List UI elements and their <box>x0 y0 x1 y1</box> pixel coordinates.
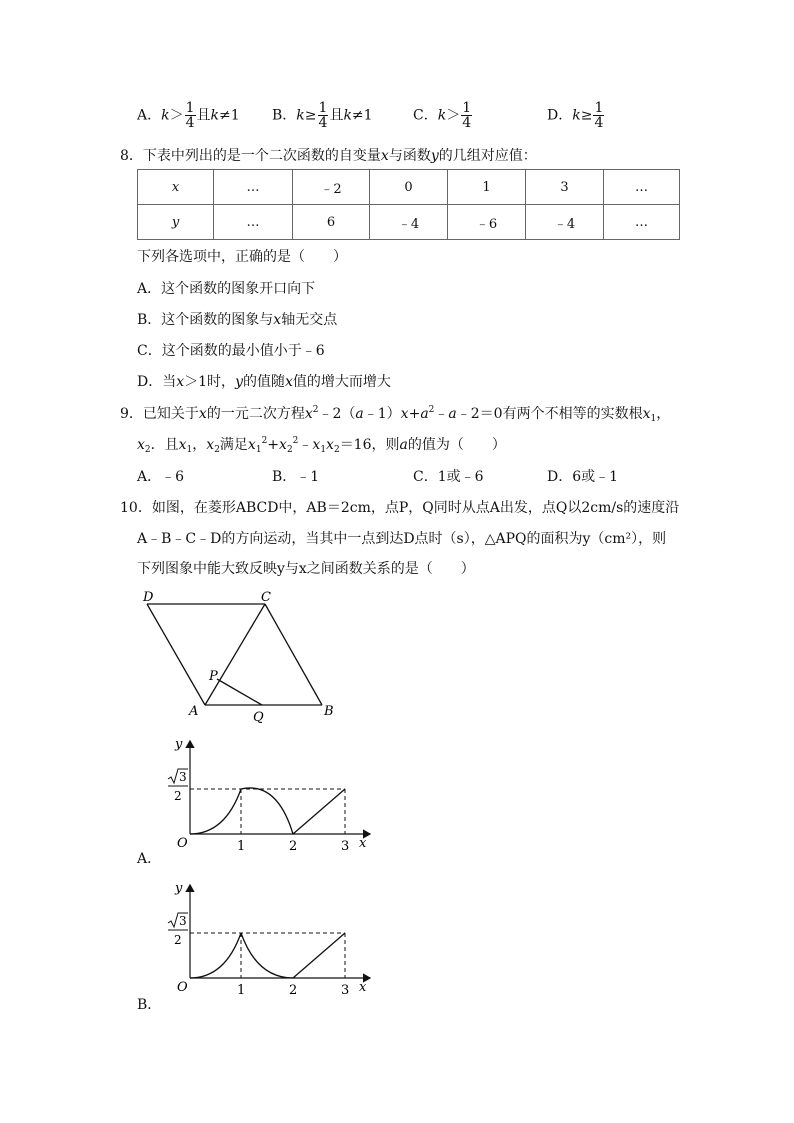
tick-label: 3 <box>341 983 350 998</box>
q7-option-b: B．k≥ $\frac{1}{4}$ 且k≠1 <box>272 100 373 131</box>
side-cb <box>265 604 322 705</box>
fraction: $\frac{1}{4}$ <box>462 100 472 131</box>
q9-stem-line1: 9．已知关于x的一元二次方程$x^2﹣2(a﹣1)x+a^2﹣a﹣2=0$有两个不相等的实数根$x_1$， <box>120 405 671 424</box>
label-c: C <box>261 590 271 605</box>
tick-label: 2 <box>289 839 298 854</box>
table-cell: 0 <box>370 170 448 205</box>
label-b: B <box>324 704 334 719</box>
table-cell: … <box>604 170 680 205</box>
table-cell: … <box>214 170 293 205</box>
table-cell: x <box>138 170 214 205</box>
table-cell: 3 <box>526 170 604 205</box>
graph-a-label: A． <box>137 851 162 867</box>
side-da <box>147 604 205 705</box>
rhombus-figure <box>135 585 355 725</box>
fraction: $\frac{1}{4}$ <box>318 100 328 131</box>
graph-a <box>135 733 395 868</box>
origin-label: O <box>177 836 188 851</box>
svg-text:2: 2 <box>174 789 182 803</box>
q10-stem-line2: A﹣B﹣C﹣D的方向运动，当其中一点到达D点时（s），△APQ的面积为y（cm²），则 <box>137 531 667 547</box>
q9-option-b: B．﹣1 <box>272 469 320 485</box>
q10-stem-line1: 10．如图，在菱形ABCD中，AB＝2cm，点P，Q同时从点A出发，点Q以2cm/s的速度沿 <box>120 500 680 516</box>
y-label: y <box>175 881 183 896</box>
y-label: y <box>175 737 183 752</box>
table-cell: 6 <box>293 205 370 240</box>
svg-text:2: 2 <box>174 933 182 947</box>
curve-segment-1 <box>190 789 241 834</box>
table-cell: y <box>138 205 214 240</box>
q7-option-d: D．k≥ $\frac{1}{4}$ <box>547 100 604 131</box>
q10-stem-line3: 下列图象中能大致反映y与x之间函数关系的是（ ） <box>137 561 475 577</box>
q8-option-a: A．这个函数的图象开口向下 <box>137 281 316 297</box>
q8-option-c: C．这个函数的最小值小于﹣6 <box>137 343 325 359</box>
table-row <box>138 205 680 240</box>
segment-pq <box>217 679 262 705</box>
curve-segment-2 <box>241 933 293 978</box>
q9-option-a: A．﹣6 <box>137 469 185 485</box>
svg-text:3: 3 <box>179 914 187 928</box>
tick-label: 1 <box>237 839 246 854</box>
tick-label: 2 <box>289 983 298 998</box>
curve-segment-3 <box>293 933 345 978</box>
label-d: D <box>143 590 154 605</box>
q9-option-c: C．1或﹣6 <box>413 469 484 485</box>
graph-b-label: B． <box>137 997 162 1013</box>
fraction: $\frac{1}{4}$ <box>185 100 195 131</box>
y-tick-sqrt3-over-2 <box>168 769 188 803</box>
q8-option-d: D．当x＞1时，y的值随x值的增大而增大 <box>137 374 391 390</box>
values-table <box>137 169 680 240</box>
tick-label: 3 <box>341 839 350 854</box>
origin-label: O <box>177 980 188 995</box>
table-row <box>138 170 680 205</box>
x-label: x <box>359 836 367 851</box>
table-cell: ﹣2 <box>293 170 370 205</box>
q8-option-b: B．这个函数的图象与x轴无交点 <box>137 312 338 328</box>
graph-b <box>135 877 395 1012</box>
curve-segment-1 <box>190 933 241 978</box>
table-cell: ﹣4 <box>370 205 448 240</box>
q9-stem-line2: $x_2$．且$x_1$，$x_2$满足$x_1^2+x_2^2﹣x_1x_2=16$，则a的值为（ ） <box>137 436 506 455</box>
q7-option-c: C．k＞ $\frac{1}{4}$ <box>413 100 472 131</box>
label-p: P <box>209 669 218 684</box>
x-label: x <box>359 980 367 995</box>
svg-text:3: 3 <box>179 770 187 784</box>
y-tick-sqrt3-over-2 <box>168 913 188 947</box>
q8-prompt: 下列各选项中，正确的是（ ） <box>137 249 347 265</box>
q8-stem: 8．下表中列出的是一个二次函数的自变量x与函数y的几组对应值： <box>120 148 537 164</box>
fraction: $\frac{1}{4}$ <box>594 100 604 131</box>
table-cell: 1 <box>448 170 526 205</box>
q7-option-a: A．k＞ $\frac{1}{4}$ 且k≠1 <box>137 100 240 131</box>
table-cell: ﹣4 <box>526 205 604 240</box>
label-q: Q <box>253 710 264 725</box>
q9-option-d: D．6或﹣1 <box>547 469 619 485</box>
table-cell: … <box>604 205 680 240</box>
table-cell: ﹣6 <box>448 205 526 240</box>
curve-segment-2 <box>241 788 293 834</box>
table-cell: … <box>214 205 293 240</box>
label-a: A <box>189 704 199 719</box>
curve-segment-3 <box>293 789 345 834</box>
tick-label: 1 <box>237 983 246 998</box>
